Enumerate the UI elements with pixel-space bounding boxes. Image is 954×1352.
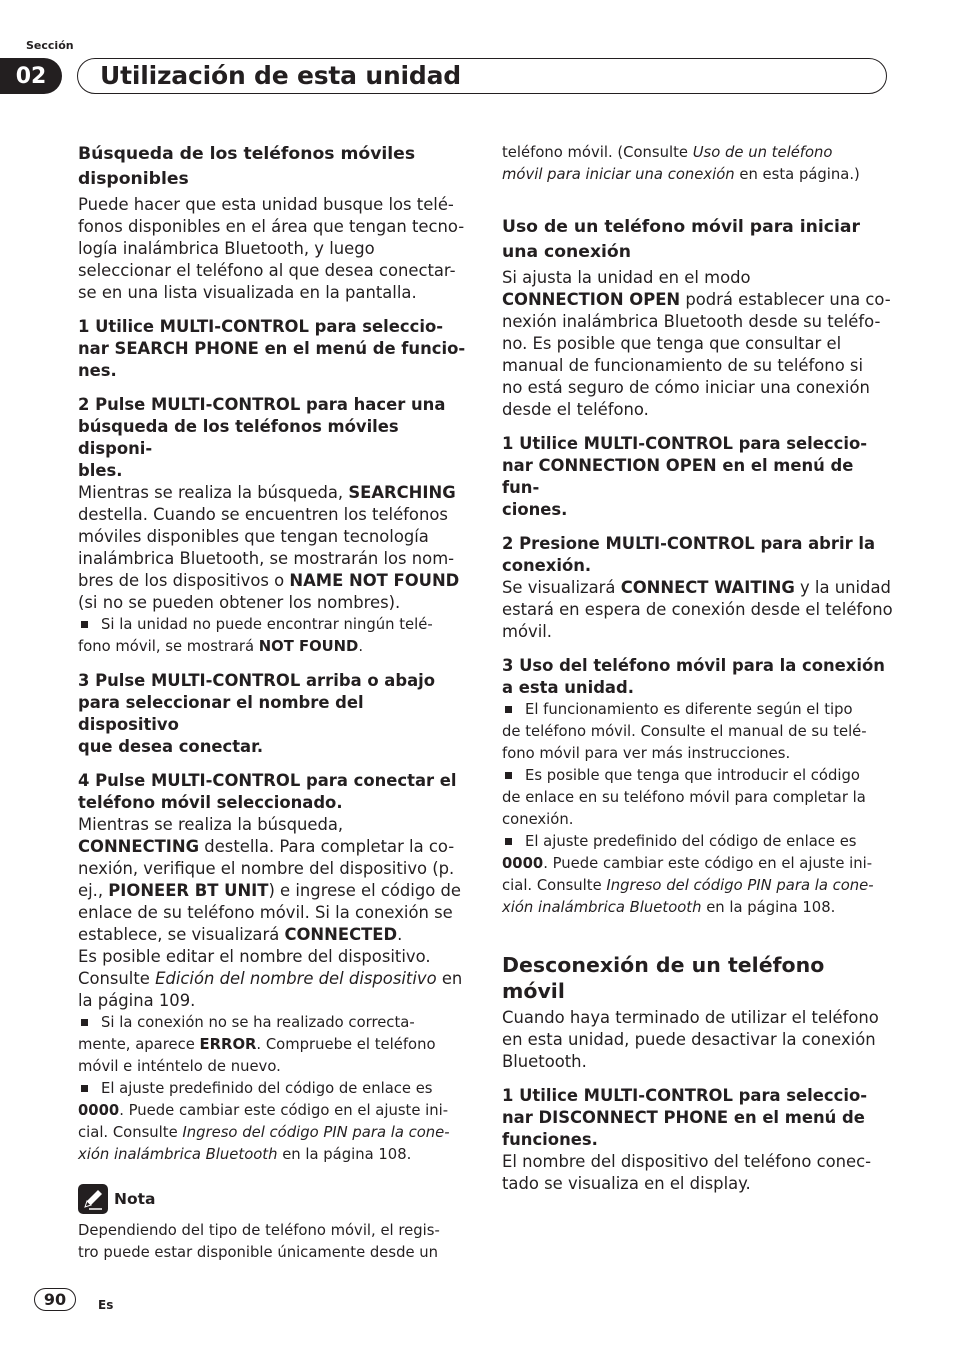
right-column	[502, 142, 894, 1195]
nota-header: Nota	[78, 1184, 470, 1218]
step-3-use-phone: 3 Uso del teléfono móvil para la conexión a esta unidad.	[502, 656, 885, 697]
paragraph-desconexion: Cuando haya terminado de utilizar el teléfono en esta unidad, puede desactivar la conexión Bluetooth.	[502, 1008, 879, 1071]
paragraph-busqueda-intro: Puede hacer que esta unidad busque los telé- fonos disponibles en el área que tengan tecno- logía inalámbrica Bluetooth, y luego seleccionar el teléfono al que desea conectar- se en una lista visualizada en la pantalla.	[78, 195, 465, 302]
pencil-note-icon	[78, 1184, 108, 1214]
note-pin-default-right: El ajuste predefinido del código de enlace es 0000. Puede cambiar este código en el ajuste ini- cial. Consulte Ingreso del código PIN para la cone- xión inalámbrica Bluetooth en la página 108.	[502, 833, 874, 916]
bullet-square-icon	[81, 1019, 88, 1026]
bullet-square-icon	[505, 706, 512, 713]
heading-uso: Uso de un teléfono móvil para iniciar una conexión	[502, 217, 860, 262]
left-column	[78, 142, 470, 1264]
bullet-square-icon	[81, 621, 88, 628]
step-2-open-connection: 2 Presione MULTI-CONTROL para abrir la conexión.	[502, 534, 876, 575]
note-operation-differs: El funcionamiento es diferente según el tipo de teléfono móvil. Consulte el manual de su telé- fono móvil para ver más instrucciones.	[502, 701, 867, 762]
paragraph-disconnect-result: El nombre del dispositivo del teléfono conec- tado se visualiza en el display.	[502, 1152, 872, 1193]
paragraph-step-2: Mientras se realiza la búsqueda, SEARCHING destella. Cuando se encuentren los teléfonos móviles disponibles que tengan tecnología inalámbrica Bluetooth, se mostrarán los nom- bres de los dispositivos o NAME NOT FOUND (si no se pueden obtener los nombres).	[78, 483, 460, 612]
bullet-square-icon	[81, 1085, 88, 1092]
step-3-select-device: 3 Pulse MULTI-CONTROL arriba o abajo para seleccionar el nombre del dispositivo que desea conectar.	[78, 671, 436, 756]
note-enter-code: Es posible que tenga que introducir el código de enlace en su teléfono móvil para completar la conexión.	[502, 767, 866, 828]
section-number-badge: 02	[0, 58, 62, 94]
note-pin-default: El ajuste predefinido del código de enlace es 0000. Puede cambiar este código en el ajuste ini- cial. Consulte Ingreso del código PIN para la cone- xión inalámbrica Bluetooth en la página 108.	[78, 1080, 450, 1163]
step-1-disconnect: 1 Utilice MULTI-CONTROL para seleccio- nar DISCONNECT PHONE en el menú de funciones.	[502, 1086, 868, 1149]
bullet-square-icon	[505, 772, 512, 779]
step-1-search-phone: 1 Utilice MULTI-CONTROL para seleccio- nar SEARCH PHONE en el menú de funcio- nes.	[78, 317, 466, 380]
heading-desconexion: Desconexión de un teléfono móvil	[502, 953, 825, 1003]
step-1-connection-open: 1 Utilice MULTI-CONTROL para seleccio- nar CONNECTION OPEN en el menú de fun- ciones.	[502, 434, 868, 519]
note-not-found: Si la unidad no puede encontrar ningún telé- fono móvil, se mostrará NOT FOUND.	[78, 616, 433, 655]
paragraph-uso: Si ajusta la unidad en el modo CONNECTION OPEN podrá establecer una co- nexión inalámbrica Bluetooth desde su teléfo- no. Es posible que tenga que consultar el manual de funcionamiento de su teléfono si no está seguro de cómo iniciar una conexión desde el teléfono.	[502, 268, 891, 419]
paragraph-step-4: Mientras se realiza la búsqueda, CONNECTING destella. Para completar la co- nexión, verifique el nombre del dispositivo (p. ej., PIONEER BT UNIT) e ingrese el código de enlace de su teléfono móvil. Si la conexión se establece, se visualizará CONNECTED. Es posible editar el nombre del dispositivo. Consulte Edición del nombre del dispositivo en la página 109.	[78, 815, 463, 1010]
section-label: Sección	[26, 39, 74, 52]
nota-text: Dependiendo del tipo de teléfono móvil, el regis- tro puede estar disponible únicamente desde un	[78, 1222, 440, 1261]
language-code: Es	[98, 1298, 114, 1312]
page-number: 90	[34, 1288, 76, 1311]
paragraph-connect-waiting: Se visualizará CONNECT WAITING y la unidad estará en espera de conexión desde el teléfono móvil.	[502, 578, 893, 641]
note-error: Si la conexión no se ha realizado correcta- mente, aparece ERROR. Compruebe el teléfono móvil e inténtelo de nuevo.	[78, 1014, 436, 1075]
step-2-search: 2 Pulse MULTI-CONTROL para hacer una búsqueda de los teléfonos móviles disponi- bles.	[78, 395, 446, 480]
page-title: Utilización de esta unidad	[100, 61, 461, 90]
paragraph-continued: teléfono móvil. (Consulte Uso de un teléfono móvil para iniciar una conexión en esta página.)	[502, 144, 860, 183]
step-4-connect: 4 Pulse MULTI-CONTROL para conectar el teléfono móvil seleccionado.	[78, 771, 457, 812]
heading-busqueda: Búsqueda de los teléfonos móviles disponibles	[78, 144, 416, 189]
bullet-square-icon	[505, 838, 512, 845]
